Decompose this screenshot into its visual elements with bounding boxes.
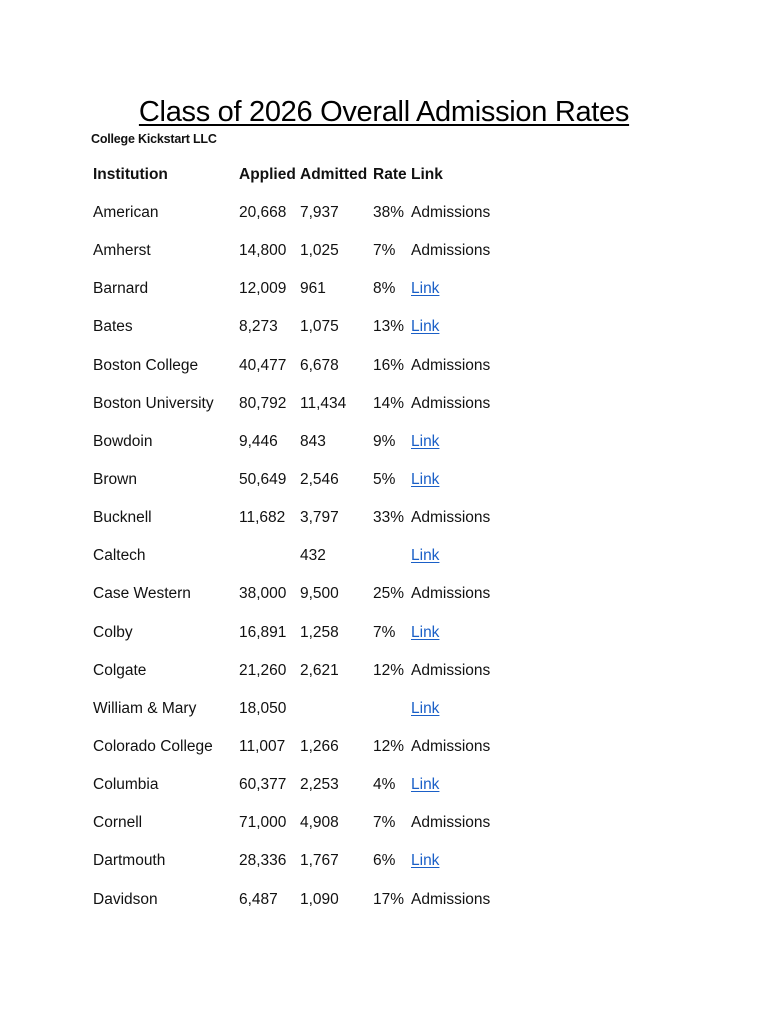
header-institution: Institution bbox=[93, 166, 168, 183]
header-link: Link bbox=[411, 166, 443, 183]
cell-link: Admissions bbox=[411, 585, 491, 603]
cell-rate: 7% bbox=[373, 623, 396, 641]
cell-applied: 38,000 bbox=[239, 585, 287, 603]
cell-applied: 28,336 bbox=[239, 852, 287, 870]
cell-applied: 6,487 bbox=[239, 890, 278, 908]
cell-admitted: 4,908 bbox=[300, 814, 339, 832]
admissions-link[interactable]: Link bbox=[411, 852, 440, 870]
cell-institution: Case Western bbox=[93, 585, 191, 603]
admissions-link[interactable]: Link bbox=[411, 623, 440, 641]
cell-admitted: 1,767 bbox=[300, 852, 339, 870]
cell-institution: Barnard bbox=[93, 280, 149, 298]
cell-rate: 6% bbox=[373, 852, 396, 870]
table-row bbox=[93, 270, 553, 308]
cell-admitted: 2,621 bbox=[300, 661, 339, 679]
admissions-link[interactable]: Link bbox=[411, 318, 440, 336]
table-row bbox=[93, 423, 553, 461]
cell-applied: 8,273 bbox=[239, 318, 278, 336]
cell-admitted: 843 bbox=[300, 432, 326, 450]
cell-rate: 12% bbox=[373, 737, 405, 755]
cell-admitted: 6,678 bbox=[300, 356, 339, 374]
cell-applied: 9,446 bbox=[239, 432, 278, 450]
cell-applied: 50,649 bbox=[239, 470, 287, 488]
table-row bbox=[93, 232, 553, 270]
admissions-link[interactable]: Link bbox=[411, 470, 440, 488]
table-row bbox=[93, 347, 553, 385]
table-header-row bbox=[93, 156, 553, 194]
table-row bbox=[93, 614, 553, 652]
cell-admitted: 2,546 bbox=[300, 470, 339, 488]
cell-admitted: 2,253 bbox=[300, 776, 339, 794]
cell-rate: 9% bbox=[373, 432, 396, 450]
cell-admitted: 11,434 bbox=[300, 394, 347, 412]
cell-rate: 12% bbox=[373, 661, 405, 679]
cell-institution: Boston College bbox=[93, 356, 199, 374]
cell-link: Admissions bbox=[411, 394, 491, 412]
cell-admitted: 1,258 bbox=[300, 623, 339, 641]
cell-institution: Cornell bbox=[93, 814, 143, 832]
table-row bbox=[93, 461, 553, 499]
cell-institution: Colby bbox=[93, 623, 133, 641]
cell-applied: 21,260 bbox=[239, 661, 287, 679]
cell-applied: 18,050 bbox=[239, 699, 287, 717]
cell-rate: 25% bbox=[373, 585, 405, 603]
cell-institution: Amherst bbox=[93, 242, 151, 260]
cell-rate: 38% bbox=[373, 204, 405, 221]
admissions-link[interactable]: Link bbox=[411, 547, 440, 565]
cell-rate: 14% bbox=[373, 394, 405, 412]
cell-admitted: 1,266 bbox=[300, 737, 339, 755]
cell-applied: 71,000 bbox=[239, 814, 287, 832]
cell-institution: Bucknell bbox=[93, 509, 152, 527]
admissions-link[interactable]: Link bbox=[411, 699, 440, 717]
table-row bbox=[93, 575, 553, 613]
table-row bbox=[93, 842, 553, 880]
table-row bbox=[93, 690, 553, 728]
cell-admitted: 3,797 bbox=[300, 509, 339, 527]
table-row bbox=[93, 194, 553, 232]
cell-applied: 16,891 bbox=[239, 623, 287, 641]
cell-applied: 14,800 bbox=[239, 242, 287, 260]
cell-admitted: 961 bbox=[300, 280, 326, 298]
cell-link: Admissions bbox=[411, 661, 491, 679]
cell-link: Admissions bbox=[411, 509, 491, 527]
cell-institution: Caltech bbox=[93, 547, 146, 565]
cell-institution: Colorado College bbox=[93, 737, 213, 755]
cell-rate: 5% bbox=[373, 470, 396, 488]
company-name: College Kickstart LLC bbox=[91, 132, 217, 146]
cell-rate: 8% bbox=[373, 280, 396, 298]
table-row bbox=[93, 766, 553, 804]
table-body bbox=[93, 194, 553, 919]
table-row bbox=[93, 804, 553, 842]
cell-link: Admissions bbox=[411, 814, 491, 832]
cell-admitted: 432 bbox=[300, 547, 326, 565]
table-row bbox=[93, 881, 553, 919]
cell-admitted: 1,025 bbox=[300, 242, 339, 260]
cell-applied: 80,792 bbox=[239, 394, 287, 412]
cell-applied: 20,668 bbox=[239, 204, 287, 221]
table-row bbox=[93, 537, 553, 575]
cell-institution: Boston University bbox=[93, 394, 214, 412]
table-row bbox=[93, 499, 553, 537]
cell-rate: 13% bbox=[373, 318, 405, 336]
cell-applied: 11,682 bbox=[239, 509, 286, 527]
cell-rate: 7% bbox=[373, 814, 396, 832]
cell-link: Admissions bbox=[411, 204, 491, 221]
admissions-link[interactable]: Link bbox=[411, 432, 440, 450]
cell-institution: William & Mary bbox=[93, 699, 197, 717]
cell-institution: Brown bbox=[93, 470, 137, 488]
header-rate: Rate bbox=[373, 166, 407, 183]
cell-link: Admissions bbox=[411, 737, 491, 755]
admissions-link[interactable]: Link bbox=[411, 776, 440, 794]
cell-institution: American bbox=[93, 204, 159, 221]
table-row bbox=[93, 728, 553, 766]
cell-link: Admissions bbox=[411, 356, 491, 374]
cell-link: Admissions bbox=[411, 890, 491, 908]
cell-admitted: 1,090 bbox=[300, 890, 339, 908]
table-row bbox=[93, 385, 553, 423]
cell-rate: 16% bbox=[373, 356, 405, 374]
cell-admitted: 1,075 bbox=[300, 318, 339, 336]
admissions-link[interactable]: Link bbox=[411, 280, 440, 298]
cell-link: Admissions bbox=[411, 242, 491, 260]
table-row bbox=[93, 652, 553, 690]
admissions-table bbox=[93, 156, 553, 919]
header-applied: Applied bbox=[239, 166, 296, 183]
table-row bbox=[93, 308, 553, 346]
cell-admitted: 9,500 bbox=[300, 585, 339, 603]
cell-rate: 7% bbox=[373, 242, 396, 260]
cell-admitted: 7,937 bbox=[300, 204, 339, 221]
cell-applied: 40,477 bbox=[239, 356, 287, 374]
cell-applied: 60,377 bbox=[239, 776, 287, 794]
cell-institution: Colgate bbox=[93, 661, 147, 679]
cell-rate: 17% bbox=[373, 890, 405, 908]
cell-rate: 33% bbox=[373, 509, 405, 527]
cell-applied: 12,009 bbox=[239, 280, 287, 298]
cell-applied: 11,007 bbox=[239, 737, 286, 755]
cell-institution: Bowdoin bbox=[93, 432, 153, 450]
cell-institution: Dartmouth bbox=[93, 852, 166, 870]
page-title: Class of 2026 Overall Admission Rates bbox=[138, 96, 630, 128]
cell-rate: 4% bbox=[373, 776, 396, 794]
cell-institution: Columbia bbox=[93, 776, 159, 794]
cell-institution: Davidson bbox=[93, 890, 158, 908]
header-admitted: Admitted bbox=[300, 166, 368, 183]
cell-institution: Bates bbox=[93, 318, 133, 336]
